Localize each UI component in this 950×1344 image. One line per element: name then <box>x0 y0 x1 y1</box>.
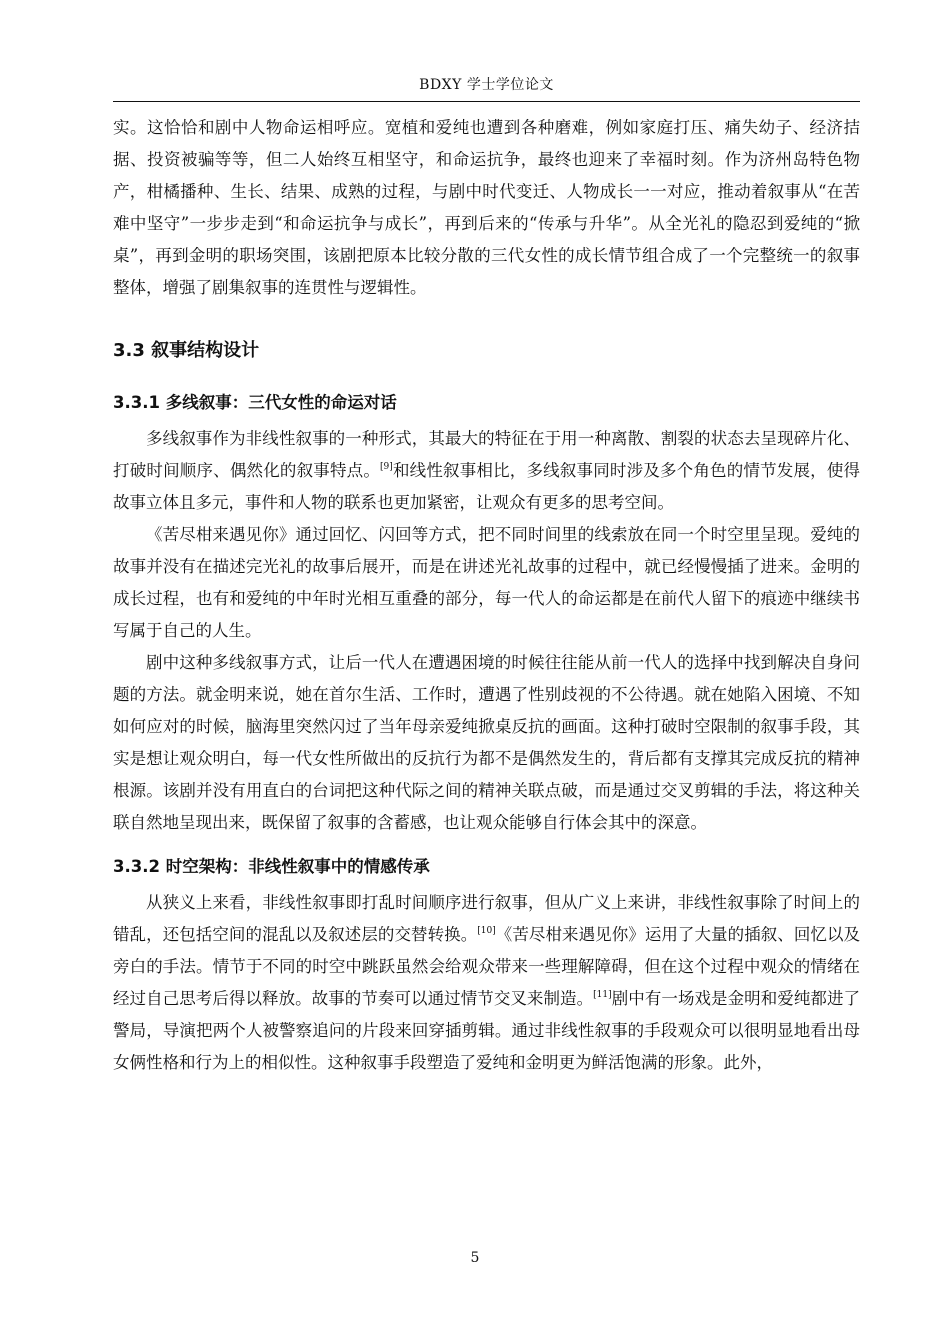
running-header: BDXY 学士学位论文 <box>419 77 554 93</box>
paragraph-text: 和线性叙事相比，多线叙事同时涉及多个角色的情节发展，使得故事立体且多元，事件和人物的联系也更加紧密，让观众有更多的思考空间。 <box>113 461 860 512</box>
paragraph-flashback: 《苦尽柑来遇见你》通过回忆、闪回等方式，把不同时间里的线索放在同一个时空里呈现。爱纯的故事并没有在描述完光礼的故事后展开，而是在讲述光礼故事的过程中，就已经慢慢插了进来。金明的成长过程，也有和爱纯的中年时光相互重叠的部分，每一代人的命运都是在前代人留下的痕迹中继续书写属于自己的人生。 <box>113 525 860 640</box>
paragraph-multiline-narrative <box>113 423 860 519</box>
citation-ref: [10] <box>477 926 496 936</box>
paragraph-generations: 剧中这种多线叙事方式，让后一代人在遭遇困境的时候往往能从前一代人的选择中找到解决自身问题的方法。就金明来说，她在首尔生活、工作时，遭遇了性别歧视的不公待遇。就在她陷入困境、不知如何应对的时候，脑海里突然闪过了当年母亲爱纯掀桌反抗的画面。这种打破时空限制的叙事手段，其实是想让观众明白，每一代女性所做出的反抗行为都不是偶然发生的，背后都有支撑其完成反抗的精神根源。该剧并没有用直白的台词把这种代际之间的精神关联点破，而是通过交叉剪辑的手法，将这种关联自然地呈现出来，既保留了叙事的含蓄感，也让观众能够自行体会其中的深意。 <box>113 653 860 832</box>
subsection-heading-3-3-2: 3.3.2 时空架构：非线性叙事中的情感传承 <box>113 857 430 876</box>
section-heading-3-3: 3.3 叙事结构设计 <box>113 340 260 361</box>
subsection-heading-3-3-1: 3.3.1 多线叙事：三代女性的命运对话 <box>113 393 397 412</box>
citation-ref: [11] <box>593 990 612 1000</box>
page-body <box>113 112 860 1079</box>
continuation-paragraph: 实。这恰恰和剧中人物命运相呼应。宽植和爱纯也遭到各种磨难，例如家庭打压、痛失幼子、经济拮据、投资被骗等等，但二人始终互相坚守，和命运抗争，最终也迎来了幸福时刻。作为济州岛特色物产，柑橘播种、生长、结果、成熟的过程，与剧中时代变迁、人物成长一一对应，推动着叙事从“在苦难中坚守”一步步走到“和命运抗争与成长”，再到后来的“传承与升华”。从全光礼的隐忍到爱纯的“掀桌”，再到金明的职场突围，该剧把原本比较分散的三代女性的成长情节组合成了一个完整统一的叙事整体，增强了剧集叙事的连贯性与逻辑性。 <box>113 118 860 297</box>
paragraph-text: 从狭义上来看，非线性叙事即打乱时间顺序进行叙事，但从广义上来讲，非线性叙事除了时间上的错乱，还包括空间的混乱以及叙述层的交替转换。 <box>113 893 860 944</box>
citation-ref: [9] <box>380 462 393 472</box>
paragraph-text: 剧中有一场戏是金明和爱纯都进了警局，导演把两个人被警察追问的片段来回穿插剪辑。通过非线性叙事的手段观众可以很明显地看出母女俩性格和行为上的相似性。这种叙事手段塑造了爱纯和金明更为鲜活饱满的形象。此外， <box>113 989 861 1072</box>
paragraph-nonlinear <box>113 887 860 1079</box>
paragraph-text: 《苦尽柑来遇见你》运用了大量的插叙、回忆以及旁白的手法。情节于不同的时空中跳跃虽然会给观众带来一些理解障碍，但在这个过程中观众的情绪在经过自己思考后得以释放。故事的节奏可以通过情节交叉来制造。 <box>113 925 861 1008</box>
header-rule <box>113 101 860 102</box>
page-number: 5 <box>470 1250 480 1266</box>
paragraph-text: 多线叙事作为非线性叙事的一种形式，其最大的特征在于用一种离散、割裂的状态去呈现碎片化、打破时间顺序、偶然化的叙事特点。 <box>113 429 860 480</box>
